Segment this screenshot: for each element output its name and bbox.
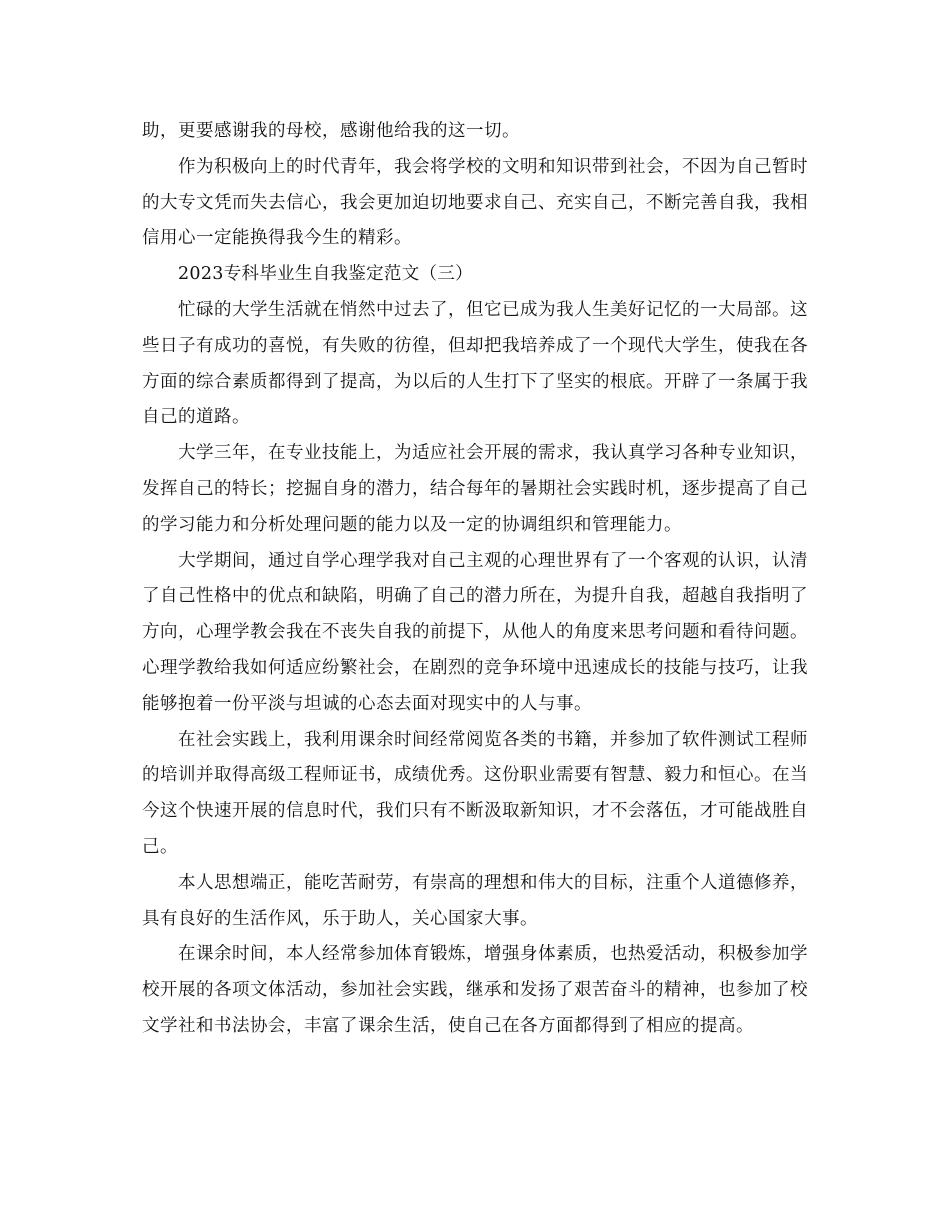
document-page — [142, 114, 808, 1045]
paragraph: 本人思想端正，能吃苦耐劳，有崇高的理想和伟大的目标，注重个人道德修养，具有良好的生活作风，乐于助人，关心国家大事。 — [142, 872, 808, 929]
paragraph-continuation: 助，更要感谢我的母校，感谢他给我的这一切。 — [142, 121, 520, 141]
paragraph: 忙碌的大学生活就在悄然中过去了，但它已成为我人生美好记忆的一大局部。这些日子有成功的喜悦，有失败的彷徨，但却把我培养成了一个现代大学生，使我在各方面的综合素质都得到了提高，为以后的人生打下了坚实的根底。开辟了一条属于我自己的道路。 — [142, 299, 808, 428]
paragraph: 在课余时间，本人经常参加体育锻炼，增强身体素质，也热爱活动，积极参加学校开展的各项文体活动，参加社会实践，继承和发扬了艰苦奋斗的精神，也参加了校文学社和书法协会，丰富了课余生活，使自己在各方面都得到了相应的提高。 — [142, 944, 808, 1036]
paragraph: 在社会实践上，我利用课余时间经常阅览各类的书籍，并参加了软件测试工程师的培训并取得高级工程师证书，成绩优秀。这份职业需要有智慧、毅力和恒心。在当今这个快速开展的信息时代，我们只有不断汲取新知识，才不会落伍，才可能战胜自己。 — [142, 729, 808, 857]
section-heading: 2023专科毕业生自我鉴定范文（三） — [178, 264, 473, 285]
paragraph: 大学三年，在专业技能上，为适应社会开展的需求，我认真学习各种专业知识，发挥自己的特长；挖掘自身的潜力，结合每年的暑期社会实践时机，逐步提高了自己的学习能力和分析处理问题的能力以及一定的协调组织和管理能力。 — [142, 443, 808, 535]
paragraph: 作为积极向上的时代青年，我会将学校的文明和知识带到社会，不因为自己暂时的大专文凭而失去信心，我会更加迫切地要求自己、充实自己，不断完善自我，我相信用心一定能换得我今生的精彩。 — [142, 156, 808, 249]
paragraph: 大学期间，通过自学心理学我对自己主观的心理世界有了一个客观的认识，认清了自己性格中的优点和缺陷，明确了自己的潜力所在，为提升自我，超越自我指明了方向，心理学教会我在不丧失自我的前提下，从他人的角度来思考问题和看待问题。心理学教给我如何适应纷繁社会，在剧烈的竞争环境中迅速成长的技能与技巧，让我能够抱着一份平淡与坦诚的心态去面对现实中的人与事。 — [142, 550, 808, 714]
